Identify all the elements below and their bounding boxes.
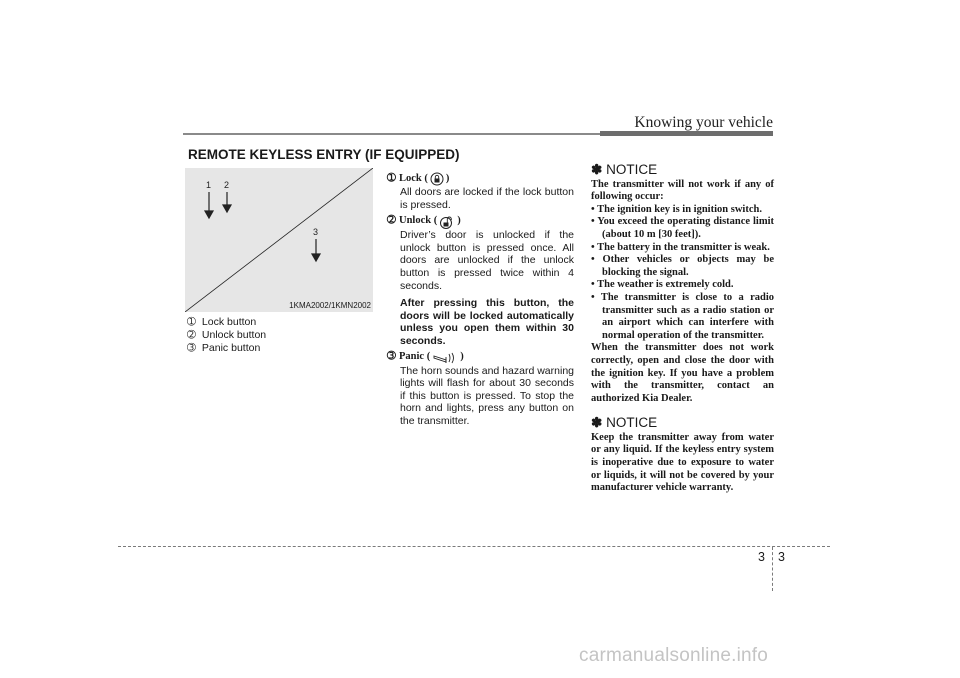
arrow-2-head: [223, 205, 231, 212]
section-title: REMOTE KEYLESS ENTRY (IF EQUIPPED): [188, 147, 460, 162]
panic-section: [387, 351, 574, 428]
figure-code: 1KMA2002/1KMN2002: [289, 301, 371, 310]
notice-conditions: [591, 204, 774, 343]
horn-icon: [432, 351, 458, 365]
running-header: Knowing your vehicle: [634, 114, 773, 131]
notice-outro: When the transmitter does not work correctly, open and close the door with the ignition key. If you have a problem with the transmitter, contact an authorized Kia Dealer.: [591, 342, 774, 404]
legend-item: ➁ Unlock button: [187, 329, 267, 341]
lock-section: [387, 172, 574, 211]
header-rule-accent: [600, 131, 773, 136]
lock-heading: ➀ Lock ( ): [387, 172, 574, 186]
unlock-description: Driver’s door is unlocked if the unlock button is pressed once. All doors are unlocked if the unlock button is pressed twice within 4 seconds. After pressing this button, the doors will be locked automatically unless you open them within 30 seconds.: [400, 229, 574, 347]
notice-heading-1: ✽ NOTICE: [591, 162, 658, 177]
notices-column: [591, 164, 774, 495]
legend-item: ➂ Panic button: [187, 342, 261, 354]
notice-star-icon: ✽: [591, 415, 603, 431]
key-fob-figure: [185, 168, 373, 312]
notice-intro: The transmitter will not work if any of following occur:: [591, 178, 774, 203]
figure-legend: [187, 316, 266, 355]
figure-diagram: [185, 168, 373, 312]
callout-3: 3: [313, 227, 319, 237]
page-number: 3: [778, 550, 785, 564]
list-item: • The weather is extremely cold.: [591, 279, 734, 291]
list-item: • Other vehicles or objects may be blocking the signal.: [591, 254, 774, 278]
unlock-section: [387, 214, 574, 347]
footer-vertical-rule: [772, 547, 773, 591]
auto-relock-note: After pressing this button, the doors will be locked automatically unless you open them within 30 seconds.: [400, 297, 574, 347]
unlock-icon: [439, 214, 455, 229]
list-item: • The ignition key is in ignition switch.: [591, 203, 762, 215]
legend-item: ➀ Lock button: [187, 316, 257, 328]
panic-heading: ➂ Panic ( ): [387, 351, 574, 365]
lock-description: All doors are locked if the lock button is pressed.: [400, 186, 574, 211]
notice-water-body: Keep the transmitter away from water or any liquid. If the keyless entry system is inoperative due to exposure to water or liquids, it will not be covered by your manufacturer vehicle warranty.: [591, 431, 774, 494]
panic-description: The horn sounds and hazard warning lights will flash for about 30 seconds if this button is pressed. To stop the horn and lights, press any button on the transmitter.: [400, 364, 574, 427]
arrow-3-head: [312, 254, 320, 261]
list-item: • The battery in the transmitter is weak.: [591, 241, 770, 253]
arrow-1-head: [205, 211, 213, 218]
button-descriptions: [387, 172, 574, 430]
notice-star-icon: ✽: [591, 162, 603, 177]
list-item: • You exceed the operating distance limit (about 10 m [30 feet]).: [591, 216, 774, 240]
watermark: carmanualsonline.info: [579, 645, 769, 666]
chapter-number: 3: [758, 550, 765, 564]
diagonal-line: [185, 168, 373, 312]
unlock-heading: ➁ Unlock ( ): [387, 214, 574, 229]
lock-icon: [430, 172, 444, 186]
notice-heading-2: ✽ NOTICE: [591, 415, 658, 431]
callout-2: 2: [224, 180, 230, 190]
list-item: • The transmitter is close to a radio transmitter such as a radio station or an airport which can interfere with normal operation of the transmitter.: [591, 291, 774, 341]
callout-1: 1: [206, 180, 212, 190]
footer-rule: [118, 546, 830, 547]
